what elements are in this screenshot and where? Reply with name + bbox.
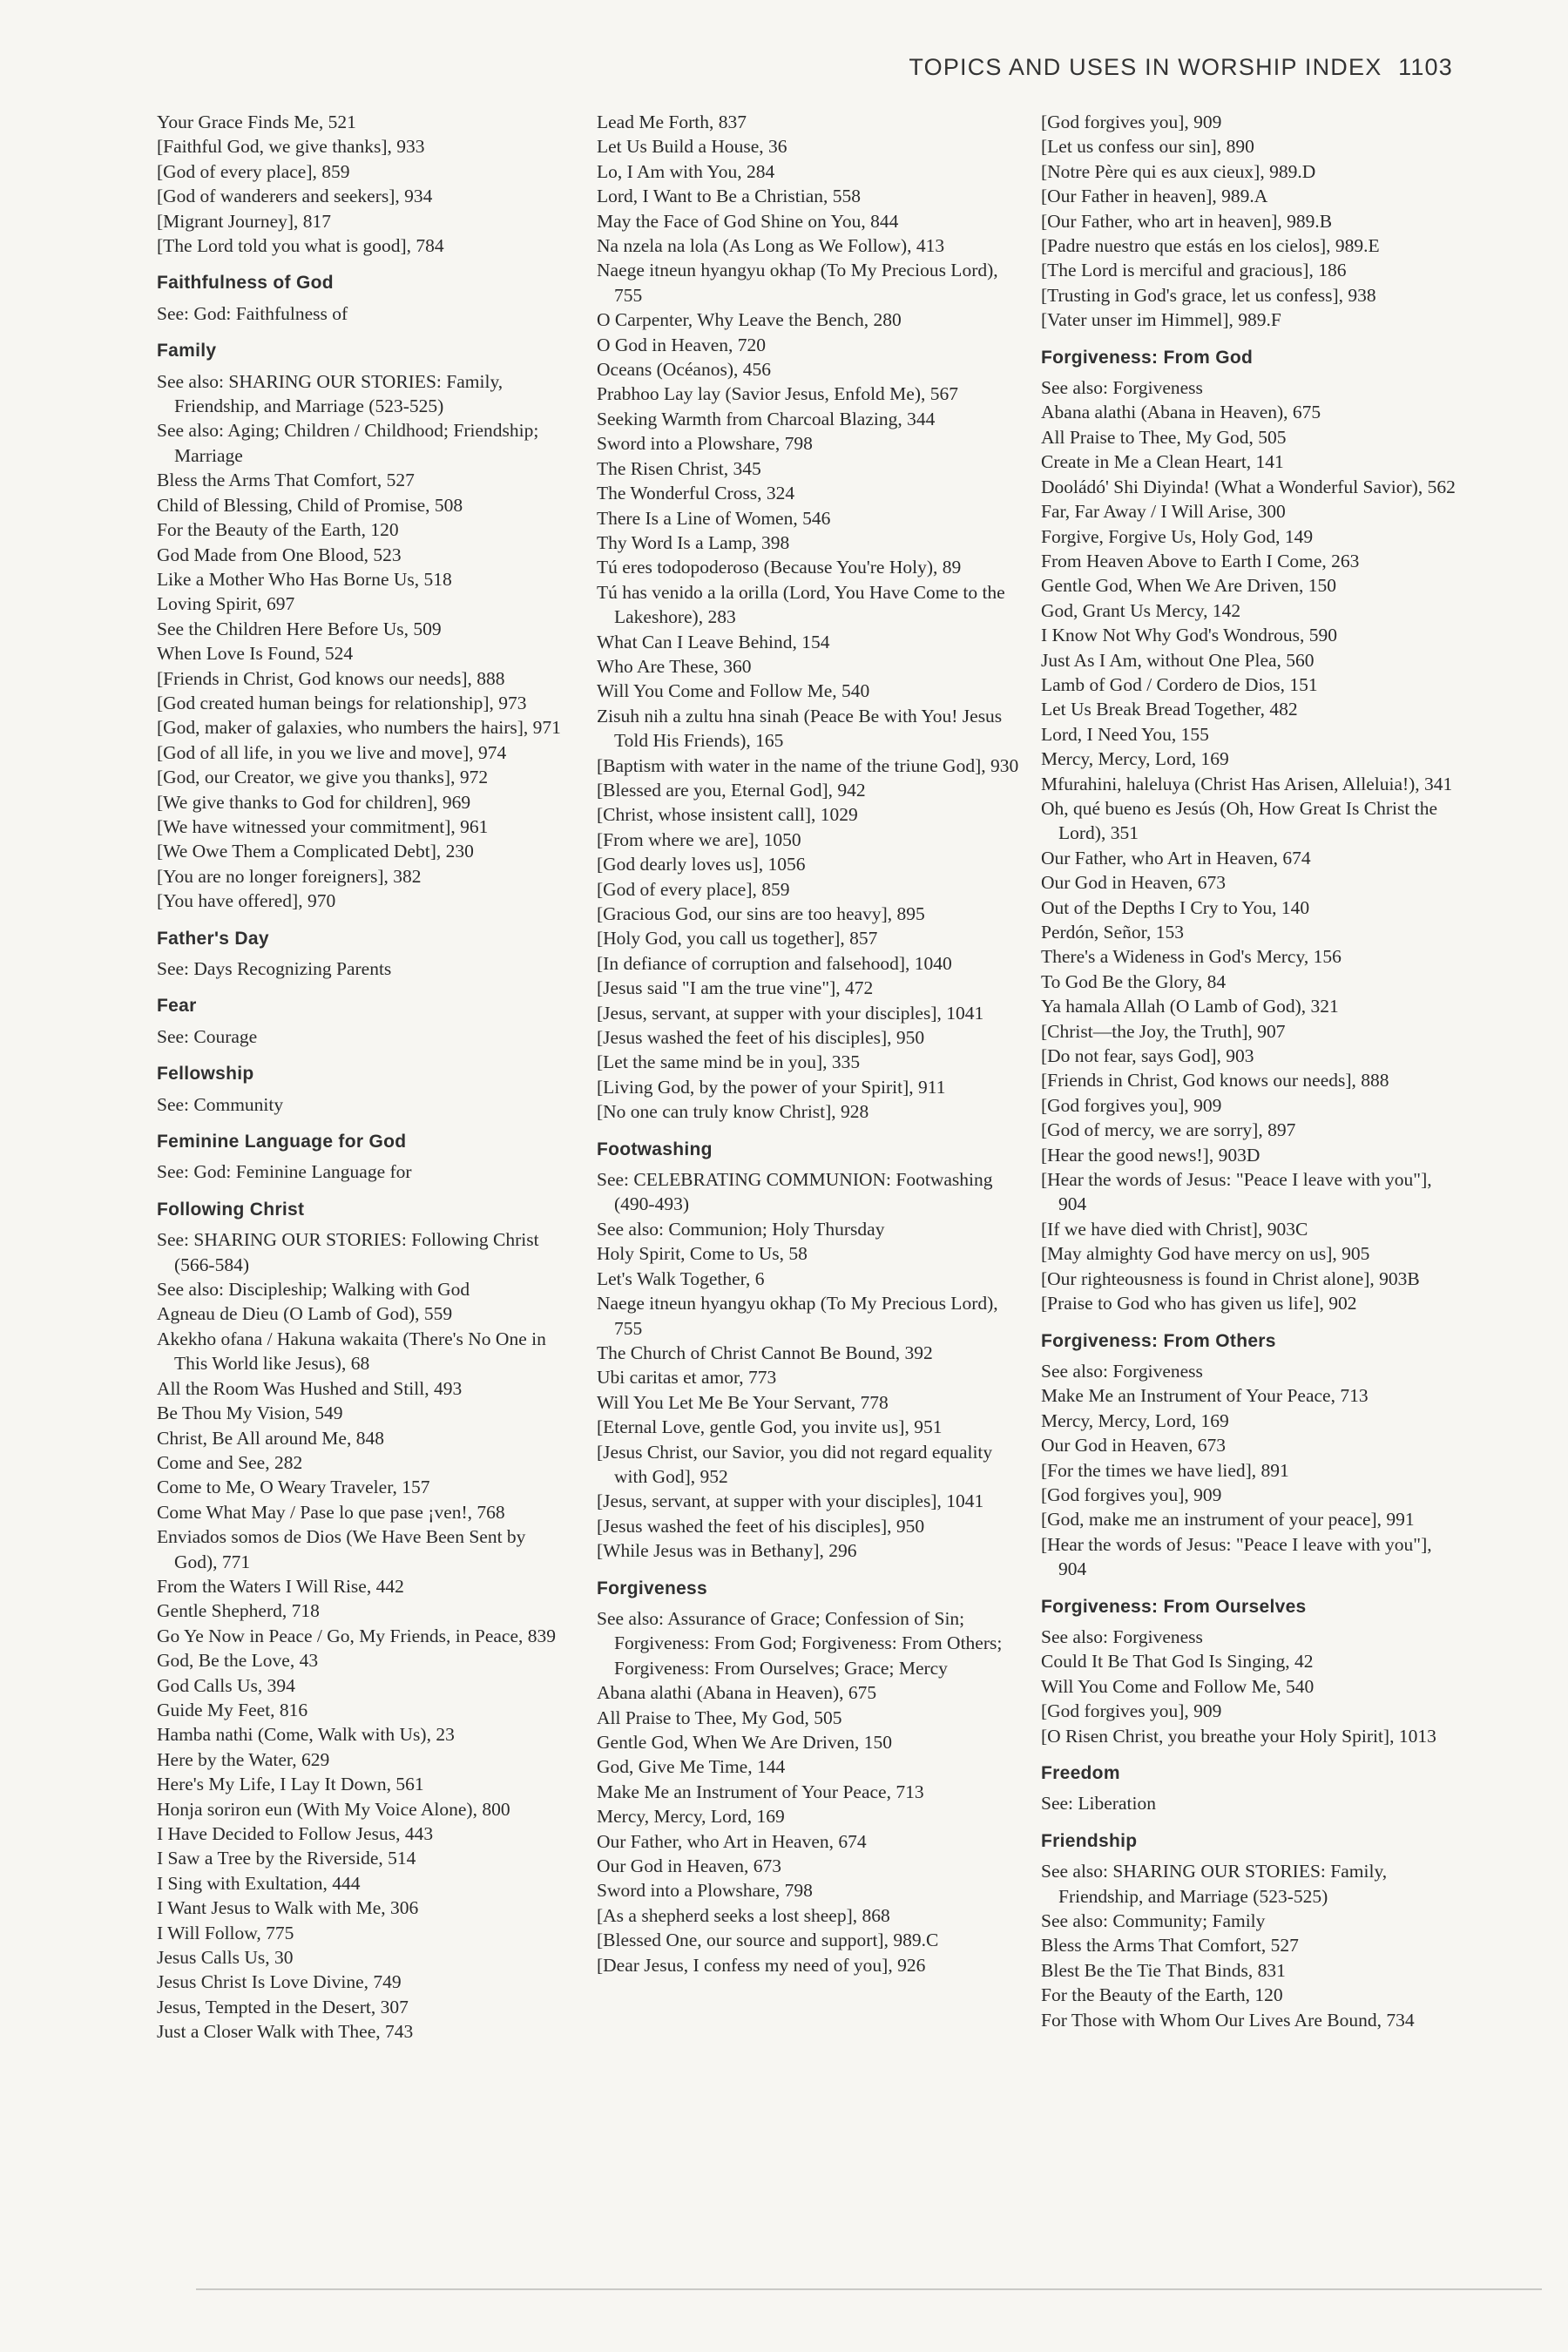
index-entry: Mercy, Mercy, Lord, 169: [1041, 1409, 1229, 1431]
index-entry: [Notre Père qui es aux cieux], 989.D: [1041, 160, 1316, 182]
index-entry: Our Father, who Art in Heaven, 674: [597, 1830, 867, 1852]
index-entry: Make Me an Instrument of Your Peace, 713: [597, 1781, 924, 1802]
index-section: [157, 1198, 571, 2044]
section-heading: Family: [157, 341, 217, 362]
index-entry: [Do not fear, says God], 903: [1041, 1045, 1254, 1067]
index-entry: [Holy God, you call us together], 857: [597, 928, 878, 950]
index-section: [157, 1130, 571, 1185]
index-entry: [Blessed One, our source and support], 989.C: [597, 1930, 939, 1951]
index-entry: Just As I Am, without One Plea, 560: [1041, 649, 1315, 671]
index-entry: Our God in Heaven, 673: [597, 1855, 781, 1877]
index-entry: [God of every place], 859: [597, 878, 790, 900]
section-heading: Feminine Language for God: [157, 1132, 407, 1152]
index-entry: What Can I Leave Behind, 154: [597, 631, 830, 652]
index-entry: [You have offered], 970: [157, 890, 336, 912]
index-entry: Lord, I Want to Be a Christian, 558: [597, 186, 862, 207]
index-entry: Be Thou My Vision, 549: [157, 1402, 343, 1424]
index-entry: Lamb of God / Cordero de Dios, 151: [1041, 673, 1318, 695]
index-entry: From the Waters I Will Rise, 442: [157, 1575, 404, 1597]
section-heading: Forgiveness: [597, 1578, 708, 1598]
index-entry: Jesus, Tempted in the Desert, 307: [157, 1996, 409, 2017]
index-entry: See: God: Feminine Language for: [157, 1161, 412, 1183]
index-section: [1041, 346, 1459, 1316]
index-entry: [Let us confess our sin], 890: [1041, 136, 1254, 158]
index-entry: [Praise to God who has given us life], 902: [1041, 1293, 1357, 1315]
index-entry: Gentle God, When We Are Driven, 150: [1041, 575, 1337, 597]
index-entry: [Migrant Journey], 817: [157, 210, 332, 232]
index-entry: God Calls Us, 394: [157, 1674, 295, 1696]
index-entry: [O Risen Christ, you breathe your Holy Spirit], 1013: [1041, 1725, 1436, 1747]
index-entry: Could It Be That God Is Singing, 42: [1041, 1651, 1314, 1673]
index-entry: See also: Assurance of Grace; Confession of Sin; Forgiveness: From God; Forgiveness: From Others; Forgiveness: From Ourselves; Grace; Mercy: [597, 1607, 1003, 1679]
index-entry: Bless the Arms That Comfort, 527: [1041, 1935, 1299, 1957]
index-entry: Gentle Shepherd, 718: [157, 1600, 320, 1622]
index-entry: Come to Me, O Weary Traveler, 157: [157, 1477, 430, 1498]
index-entry: Lead Me Forth, 837: [597, 112, 747, 132]
index-entry: Agneau de Dieu (O Lamb of God), 559: [157, 1303, 453, 1325]
index-entry: Honja soriron eun (With My Voice Alone), 800: [157, 1798, 510, 1820]
index-entry: God, Give Me Time, 144: [597, 1756, 786, 1778]
index-entry: Come and See, 282: [157, 1451, 303, 1473]
index-entry: For the Beauty of the Earth, 120: [157, 519, 399, 541]
index-entry: Here by the Water, 629: [157, 1748, 330, 1770]
index-entry: [You are no longer foreigners], 382: [157, 865, 422, 887]
bottom-rule: [196, 2288, 1542, 2290]
index-entry: Blest Be the Tie That Binds, 831: [1041, 1959, 1286, 1981]
index-section: [1041, 110, 1459, 333]
index-entry: Lord, I Need You, 155: [1041, 723, 1209, 745]
section-heading: Fear: [157, 996, 197, 1017]
index-entry: All Praise to Thee, My God, 505: [1041, 426, 1287, 448]
index-section: [597, 1138, 1024, 1564]
index-entry: [Jesus washed the feet of his disciples], 950: [597, 1027, 925, 1049]
index-entry: [Dear Jesus, I confess my need of you], 926: [597, 1954, 926, 1976]
index-entry: Child of Blessing, Child of Promise, 508: [157, 494, 463, 516]
index-entry: Forgive, Forgive Us, Holy God, 149: [1041, 525, 1314, 547]
index-entry: Oh, qué bueno es Jesús (Oh, How Great Is Christ the Lord), 351: [1041, 797, 1438, 844]
index-entry: Seeking Warmth from Charcoal Blazing, 344: [597, 408, 936, 429]
index-entry: Here's My Life, I Lay It Down, 561: [157, 1774, 424, 1795]
index-entry: Akekho ofana / Hakuna wakaita (There's No One in This World like Jesus), 68: [157, 1328, 546, 1375]
index-entry: The Wonderful Cross, 324: [597, 483, 795, 504]
index-entry: Jesus Christ Is Love Divine, 749: [157, 1971, 402, 1993]
index-entry: Dooládó' Shi Diyinda! (What a Wonderful Savior), 562: [1041, 476, 1456, 497]
index-entry: Create in Me a Clean Heart, 141: [1041, 451, 1284, 473]
index-section: [1041, 1761, 1459, 1816]
index-entry: [God forgives you], 909: [1041, 112, 1222, 132]
index-entry: [Jesus said "I am the true vine"], 472: [597, 977, 874, 999]
index-entry: [God forgives you], 909: [1041, 1094, 1222, 1116]
index-entry: See: Courage: [157, 1025, 258, 1047]
index-entry: [Christ—the Joy, the Truth], 907: [1041, 1020, 1286, 1042]
index-section: [157, 339, 571, 913]
index-entry: [God dearly loves us], 1056: [597, 854, 806, 875]
index-entry: [Gracious God, our sins are too heavy], 895: [597, 903, 925, 924]
index-entry: I Know Not Why God's Wondrous, 590: [1041, 625, 1337, 646]
index-entry: [Living God, by the power of your Spirit], 911: [597, 1076, 946, 1098]
index-entry: See also: SHARING OUR STORIES: Family, Friendship, and Marriage (523-525): [157, 370, 504, 417]
index-entry: God, Grant Us Mercy, 142: [1041, 599, 1241, 621]
index-entry: [If we have died with Christ], 903C: [1041, 1218, 1308, 1240]
index-entry: O God in Heaven, 720: [597, 334, 767, 355]
index-entry: [God forgives you], 909: [1041, 1700, 1222, 1722]
index-entry: Out of the Depths I Cry to You, 140: [1041, 896, 1310, 918]
index-entry: Let Us Build a House, 36: [597, 136, 787, 158]
index-entry: [Hear the good news!], 903D: [1041, 1144, 1260, 1166]
index-entry: Will You Come and Follow Me, 540: [1041, 1675, 1315, 1697]
index-entry: [Vater unser im Himmel], 989.F: [1041, 309, 1281, 331]
index-entry: Our Father, who Art in Heaven, 674: [1041, 847, 1311, 868]
index-entry: O Carpenter, Why Leave the Bench, 280: [597, 309, 902, 331]
index-entry: [Padre nuestro que estás en los cielos], 989.E: [1041, 235, 1380, 257]
index-entry: Thy Word Is a Lamp, 398: [597, 531, 790, 553]
index-entry: [While Jesus was in Bethany], 296: [597, 1540, 857, 1562]
index-entry: Mfurahini, haleluya (Christ Has Arisen, Alleluia!), 341: [1041, 773, 1453, 794]
index-entry: [Friends in Christ, God knows our needs], 888: [1041, 1070, 1389, 1092]
index-entry: Tú eres todopoderoso (Because You're Holy), 89: [597, 557, 962, 578]
index-entry: See also: Discipleship; Walking with God: [157, 1279, 470, 1301]
index-entry: [God of wanderers and seekers], 934: [157, 186, 433, 207]
index-entry: Bless the Arms That Comfort, 527: [157, 470, 415, 491]
index-entry: Gentle God, When We Are Driven, 150: [597, 1732, 893, 1753]
index-column-1: [157, 110, 571, 2044]
index-entry: Far, Far Away / I Will Arise, 300: [1041, 501, 1286, 523]
index-entry: See: SHARING OUR STORIES: Following Christ (566-584): [157, 1229, 539, 1275]
page-number: 1103: [1398, 54, 1453, 80]
index-entry: Go Ye Now in Peace / Go, My Friends, in Peace, 839: [157, 1625, 557, 1646]
section-heading: Father's Day: [157, 928, 269, 949]
index-entry: Holy Spirit, Come to Us, 58: [597, 1243, 808, 1265]
index-entry: [Our Father in heaven], 989.A: [1041, 186, 1268, 207]
index-entry: See also: Forgiveness: [1041, 1625, 1203, 1647]
section-heading: Forgiveness: From Ourselves: [1041, 1596, 1307, 1617]
index-entry: [Friends in Christ, God knows our needs], 888: [157, 667, 505, 689]
index-entry: [Baptism with water in the name of the triune God], 930: [597, 754, 1019, 776]
index-entry: [May almighty God have mercy on us], 905: [1041, 1243, 1370, 1265]
index-entry: [The Lord is merciful and gracious], 186: [1041, 260, 1347, 281]
index-entry: See: Liberation: [1041, 1793, 1156, 1815]
index-entry: I Want Jesus to Walk with Me, 306: [157, 1897, 419, 1919]
index-entry: Sword into a Plowshare, 798: [597, 433, 813, 455]
index-entry: [Jesus Christ, our Savior, you did not regard equality with God], 952: [597, 1441, 993, 1487]
index-entry: [Christ, whose insistent call], 1029: [597, 804, 858, 826]
index-entry: [Let the same mind be in you], 335: [597, 1051, 861, 1073]
index-entry: Abana alathi (Abana in Heaven), 675: [1041, 402, 1321, 423]
section-heading: Fellowship: [157, 1064, 254, 1085]
index-entry: There Is a Line of Women, 546: [597, 507, 831, 529]
index-entry: See: God: Faithfulness of: [157, 302, 348, 324]
index-entry: Mercy, Mercy, Lord, 169: [597, 1806, 785, 1828]
index-entry: I Have Decided to Follow Jesus, 443: [157, 1823, 434, 1844]
index-entry: Tú has venido a la orilla (Lord, You Have Come to the Lakeshore), 283: [597, 581, 1005, 628]
index-entry: [God, our Creator, we give you thanks], 972: [157, 767, 489, 788]
index-entry: See also: Aging; Children / Childhood; Friendship; Marriage: [157, 420, 539, 466]
index-column-2: [597, 110, 1024, 1977]
index-entry: [Eternal Love, gentle God, you invite us], 951: [597, 1416, 943, 1438]
index-entry: See also: SHARING OUR STORIES: Family, Friendship, and Marriage (523-525): [1041, 1861, 1388, 1907]
index-entry: Just a Closer Walk with Thee, 743: [157, 2021, 414, 2043]
index-entry: [For the times we have lied], 891: [1041, 1459, 1289, 1481]
index-entry: [God, make me an instrument of your peace], 991: [1041, 1509, 1415, 1531]
index-section: [1041, 1829, 1459, 2032]
index-section: [157, 927, 571, 982]
index-entry: [As a shepherd seeks a lost sheep], 868: [597, 1904, 890, 1926]
index-entry: For Those with Whom Our Lives Are Bound, 734: [1041, 2009, 1415, 2031]
index-section: [1041, 1329, 1459, 1582]
index-entry: Come What May / Pase lo que pase ¡ven!, 768: [157, 1501, 505, 1523]
index-entry: When Love Is Found, 524: [157, 643, 354, 665]
index-entry: [Hear the words of Jesus: "Peace I leave with you"], 904: [1041, 1169, 1432, 1215]
index-entry: Our God in Heaven, 673: [1041, 1435, 1226, 1456]
index-section: [157, 1062, 571, 1117]
index-entry: [God of every place], 859: [157, 160, 350, 182]
index-entry: See also: Communion; Holy Thursday: [597, 1218, 885, 1240]
index-section: [597, 110, 1024, 1125]
index-entry: See: Community: [157, 1093, 284, 1115]
index-entry: Lo, I Am with You, 284: [597, 160, 775, 182]
index-entry: Zisuh nih a zultu hna sinah (Peace Be with You! Jesus Told His Friends), 165: [597, 705, 1003, 752]
index-entry: Naege itneun hyangyu okhap (To My Precious Lord), 755: [597, 260, 998, 306]
index-entry: Na nzela na lola (As Long as We Follow), 413: [597, 235, 945, 257]
section-heading: Friendship: [1041, 1830, 1138, 1851]
index-entry: See the Children Here Before Us, 509: [157, 618, 442, 639]
section-heading: Faithfulness of God: [157, 273, 334, 294]
index-section: [157, 110, 571, 258]
index-entry: Let Us Break Bread Together, 482: [1041, 699, 1298, 720]
section-heading: Following Christ: [157, 1199, 305, 1220]
index-entry: [God of all life, in you we live and move], 974: [157, 741, 507, 763]
index-entry: For the Beauty of the Earth, 120: [1041, 1984, 1283, 2006]
index-entry: See also: Forgiveness: [1041, 377, 1203, 399]
index-entry: [God of mercy, we are sorry], 897: [1041, 1119, 1296, 1141]
index-entry: See: CELEBRATING COMMUNION: Footwashing (490-493): [597, 1169, 993, 1215]
index-entry: [Blessed are you, Eternal God], 942: [597, 779, 866, 801]
index-entry: [From where we are], 1050: [597, 828, 801, 850]
index-entry: God, Be the Love, 43: [157, 1650, 319, 1672]
index-entry: All Praise to Thee, My God, 505: [597, 1707, 842, 1728]
index-entry: [We give thanks to God for children], 969: [157, 791, 471, 813]
index-entry: Abana alathi (Abana in Heaven), 675: [597, 1682, 877, 1704]
index-entry: [God forgives you], 909: [1041, 1484, 1222, 1505]
section-heading: Forgiveness: From Others: [1041, 1330, 1276, 1351]
index-entry: Our God in Heaven, 673: [1041, 872, 1226, 894]
index-entry: Let's Walk Together, 6: [597, 1267, 765, 1289]
index-entry: God Made from One Blood, 523: [157, 544, 402, 565]
header-title: TOPICS AND USES IN WORSHIP INDEX: [909, 54, 1382, 80]
index-entry: I Saw a Tree by the Riverside, 514: [157, 1848, 416, 1869]
index-entry: From Heaven Above to Earth I Come, 263: [1041, 550, 1360, 571]
index-entry: Prabhoo Lay lay (Savior Jesus, Enfold Me), 567: [597, 383, 958, 405]
index-entry: Make Me an Instrument of Your Peace, 713: [1041, 1385, 1369, 1407]
index-entry: Ubi caritas et amor, 773: [597, 1367, 777, 1389]
section-heading: Footwashing: [597, 1139, 713, 1159]
index-entry: See also: Forgiveness: [1041, 1360, 1203, 1382]
index-entry: To God Be the Glory, 84: [1041, 970, 1227, 992]
index-entry: Your Grace Finds Me, 521: [157, 112, 356, 132]
index-entry: [Faithful God, we give thanks], 933: [157, 136, 425, 158]
index-entry: [Jesus, servant, at supper with your disciples], 1041: [597, 1490, 984, 1512]
index-entry: Will You Let Me Be Your Servant, 778: [597, 1391, 889, 1413]
index-entry: There's a Wideness in God's Mercy, 156: [1041, 946, 1342, 968]
index-entry: [Our righteousness is found in Christ alone], 903B: [1041, 1267, 1420, 1289]
index-column-3: [1041, 110, 1459, 2032]
index-entry: [God created human beings for relationship], 973: [157, 692, 527, 713]
index-entry: See also: Community; Family: [1041, 1910, 1266, 1932]
index-entry: Naege itneun hyangyu okhap (To My Precious Lord), 755: [597, 1293, 998, 1339]
index-entry: [Jesus washed the feet of his disciples], 950: [597, 1515, 925, 1537]
index-entry: I Sing with Exultation, 444: [157, 1872, 361, 1894]
index-entry: Loving Spirit, 697: [157, 593, 295, 615]
index-entry: [Jesus, servant, at supper with your disciples], 1041: [597, 1002, 984, 1024]
index-entry: Guide My Feet, 816: [157, 1699, 308, 1720]
index-entry: Enviados somos de Dios (We Have Been Sent by God), 771: [157, 1526, 526, 1572]
index-entry: Christ, Be All around Me, 848: [157, 1427, 384, 1449]
section-heading: Freedom: [1041, 1763, 1120, 1783]
index-section: [1041, 1595, 1459, 1748]
index-entry: Who Are These, 360: [597, 655, 752, 677]
index-entry: [The Lord told you what is good], 784: [157, 235, 444, 257]
index-entry: Hamba nathi (Come, Walk with Us), 23: [157, 1724, 455, 1746]
index-entry: [We Owe Them a Complicated Debt], 230: [157, 841, 474, 862]
index-entry: [We have witnessed your commitment], 961: [157, 815, 489, 837]
index-entry: The Church of Christ Cannot Be Bound, 392: [597, 1342, 933, 1363]
index-entry: Sword into a Plowshare, 798: [597, 1880, 813, 1902]
index-entry: See: Days Recognizing Parents: [157, 958, 392, 979]
index-entry: Will You Come and Follow Me, 540: [597, 680, 870, 702]
index-entry: Jesus Calls Us, 30: [157, 1947, 294, 1969]
index-entry: Mercy, Mercy, Lord, 169: [1041, 748, 1229, 770]
index-section: [157, 271, 571, 326]
index-entry: The Risen Christ, 345: [597, 457, 761, 479]
index-entry: [Our Father, who art in heaven], 989.B: [1041, 210, 1333, 232]
index-entry: May the Face of God Shine on You, 844: [597, 210, 899, 232]
index-entry: All the Room Was Hushed and Still, 493: [157, 1377, 463, 1399]
index-entry: [Trusting in God's grace, let us confess], 938: [1041, 284, 1376, 306]
index-entry: [No one can truly know Christ], 928: [597, 1101, 869, 1123]
index-section: [157, 994, 571, 1049]
index-entry: Like a Mother Who Has Borne Us, 518: [157, 568, 452, 590]
index-entry: Perdón, Señor, 153: [1041, 922, 1184, 943]
section-heading: Forgiveness: From God: [1041, 347, 1254, 368]
index-entry: Oceans (Océanos), 456: [597, 359, 771, 381]
index-entry: [God, maker of galaxies, who numbers the hairs], 971: [157, 717, 561, 739]
index-entry: Ya hamala Allah (O Lamb of God), 321: [1041, 996, 1339, 1017]
index-entry: [Hear the words of Jesus: "Peace I leave with you"], 904: [1041, 1533, 1432, 1580]
index-section: [597, 1577, 1024, 1978]
index-entry: I Will Follow, 775: [157, 1922, 294, 1943]
index-entry: [In defiance of corruption and falsehood], 1040: [597, 952, 952, 974]
running-header: [0, 54, 1453, 81]
